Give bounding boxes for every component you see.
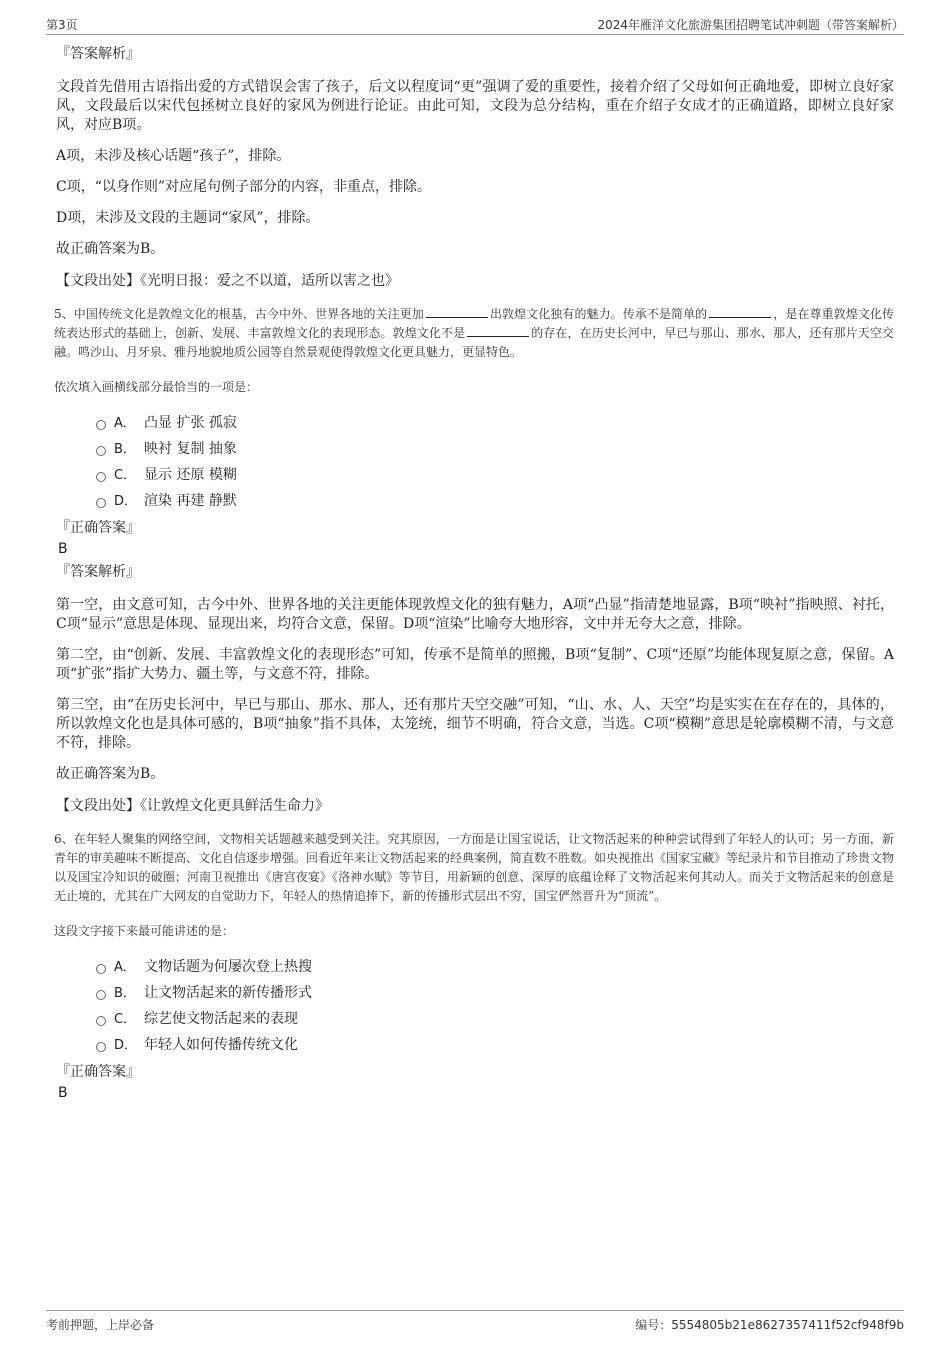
analysis-paragraph: 故正确答案为B。 — [56, 241, 165, 257]
correct-answer: B — [58, 1085, 68, 1101]
question-6-options — [96, 954, 894, 1058]
page-header — [46, 12, 904, 35]
question-5-prompt: 依次填入画横线部分最恰当的一项是： — [54, 380, 259, 394]
analysis-paragraph: 第二空，由“创新、发展、丰富敦煌文化的表现形态”可知，传承不是简单的照搬，B项“复制”、C项“还原”均能体现复原之意，保留。A项“扩张”指扩大势力、疆土等，与文意不符，排除。 — [56, 647, 894, 682]
analysis-label: 『答案解析』 — [56, 564, 140, 580]
page-content — [56, 44, 894, 1106]
option-b[interactable]: B． 映衬 复制 抽象 — [96, 436, 894, 462]
radio-icon[interactable] — [96, 1042, 106, 1052]
radio-icon[interactable] — [96, 446, 106, 456]
radio-icon[interactable] — [96, 990, 106, 1000]
analysis-paragraph: C项，“以身作则”对应尾句例子部分的内容，非重点，排除。 — [56, 179, 432, 195]
passage-source: 【文段出处】《光明日报：爱之不以道，适所以害之也》 — [56, 273, 399, 289]
option-a[interactable]: A． 凸显 扩张 孤寂 — [96, 410, 894, 436]
radio-icon[interactable] — [96, 964, 106, 974]
correct-answer-label: 『正确答案』 — [56, 1064, 140, 1080]
fill-blank-3 — [467, 324, 529, 337]
option-b[interactable]: B． 让文物活起来的新传播形式 — [96, 980, 894, 1006]
page-footer — [46, 1310, 904, 1335]
question-5-text: 5、中国传统文化是敦煌文化的根基，古今中外、世界各地的关注更加 出敦煌文化独有的魅力。传承不是简单的 ，是在尊重敦煌文化传统表达形式的基础上，创新、发展、丰富敦煌文化的表现形态。敦煌文化不是 的存在，在历史长河中，早已与那山、那水、那人，还有那片天空交融。鸣沙山、月牙泉、雅丹地貌地质公园等自然景观使得敦煌文化更具魅力，更显特色。 — [54, 307, 894, 359]
analysis-paragraph: D项，未涉及文段的主题词“家风”，排除。 — [56, 210, 320, 226]
radio-icon[interactable] — [96, 498, 106, 508]
document-code: 编号：5554805b21e8627357411f52cf948f9b — [635, 1318, 904, 1332]
analysis-label: 『答案解析』 — [56, 46, 140, 62]
analysis-paragraph: 故正确答案为B。 — [56, 766, 165, 782]
radio-icon[interactable] — [96, 420, 106, 430]
question-6-text: 6、在年轻人聚集的网络空间，文物相关话题越来越受到关注。究其原因，一方面是让国宝说话，让文物活起来的种种尝试得到了年轻人的认可；另一方面，新青年的审美趣味不断提高、文化自信逐步增强。回看近年来让文物活起来的经典案例，简直数不胜数。如央视推出《国家宝藏》等纪录片和节目推动了珍贵文物以及国宝冷知识的破圈；河南卫视推出《唐宫夜宴》《洛神水赋》等节目，用新颖的创意、深厚的底蕴诠释了文物活起来何其动人。而关于文物活起来的创意是无止境的，尤其在广大网友的自觉助力下，年轻人的热情追捧下，新的传播形式层出不穷，国宝俨然晋升为“顶流”。 — [54, 832, 895, 903]
question-5-options — [96, 410, 894, 514]
passage-source: 【文段出处】《让敦煌文化更具鲜活生命力》 — [56, 798, 329, 814]
fill-blank-2 — [709, 305, 771, 318]
footer-slogan: 考前押题，上岸必备 — [46, 1318, 155, 1332]
analysis-paragraph: 文段首先借用古语指出爱的方式错误会害了孩子，后文以程度词“更”强调了爱的重要性，接着介绍了父母如何正确地爱，即树立良好家风，文段最后以宋代包拯树立良好的家风为例进行论证。由此可知，文段为总分结构，重在介绍子女成才的正确道路，即树立良好家风，对应B项。 — [56, 79, 894, 133]
option-c[interactable]: C． 显示 还原 模糊 — [96, 462, 894, 488]
radio-icon[interactable] — [96, 472, 106, 482]
option-d[interactable]: D． 年轻人如何传播传统文化 — [96, 1032, 894, 1058]
analysis-paragraph: 第三空，由“在历史长河中，早已与那山、那水、那人，还有那片天空交融”可知，“山、水、人、天空”均是实实在在存在的，具体的，所以敦煌文化也是具体可感的，B项“抽象”指不具体，太笼统，细节不明确，符合文意，当选。C项“模糊”意思是轮廓模糊不清，与文意不符，排除。 — [56, 697, 894, 751]
option-d[interactable]: D． 渲染 再建 静默 — [96, 488, 894, 514]
analysis-paragraph: A项，未涉及核心话题“孩子”，排除。 — [56, 148, 291, 164]
fill-blank-1 — [426, 305, 488, 318]
correct-answer-label: 『正确答案』 — [56, 520, 140, 536]
analysis-paragraph: 第一空，由文意可知，古今中外、世界各地的关注更能体现敦煌文化的独有魅力，A项“凸显”指清楚地显露，B项“映衬”指映照、衬托，C项“显示”意思是体现、显现出来，均符合文意，保留。D项“渲染”比喻夸大地形容，文中并无夸大之意，排除。 — [56, 597, 894, 632]
page-number: 第3页 — [46, 18, 78, 32]
option-a[interactable]: A． 文物话题为何屡次登上热搜 — [96, 954, 894, 980]
option-c[interactable]: C． 综艺使文物活起来的表现 — [96, 1006, 894, 1032]
correct-answer: B — [58, 541, 68, 557]
radio-icon[interactable] — [96, 1016, 106, 1026]
question-6-prompt: 这段文字接下来最可能讲述的是： — [54, 924, 235, 938]
document-title: 2024年雁洋文化旅游集团招聘笔试冲刺题（带答案解析） — [597, 18, 904, 32]
